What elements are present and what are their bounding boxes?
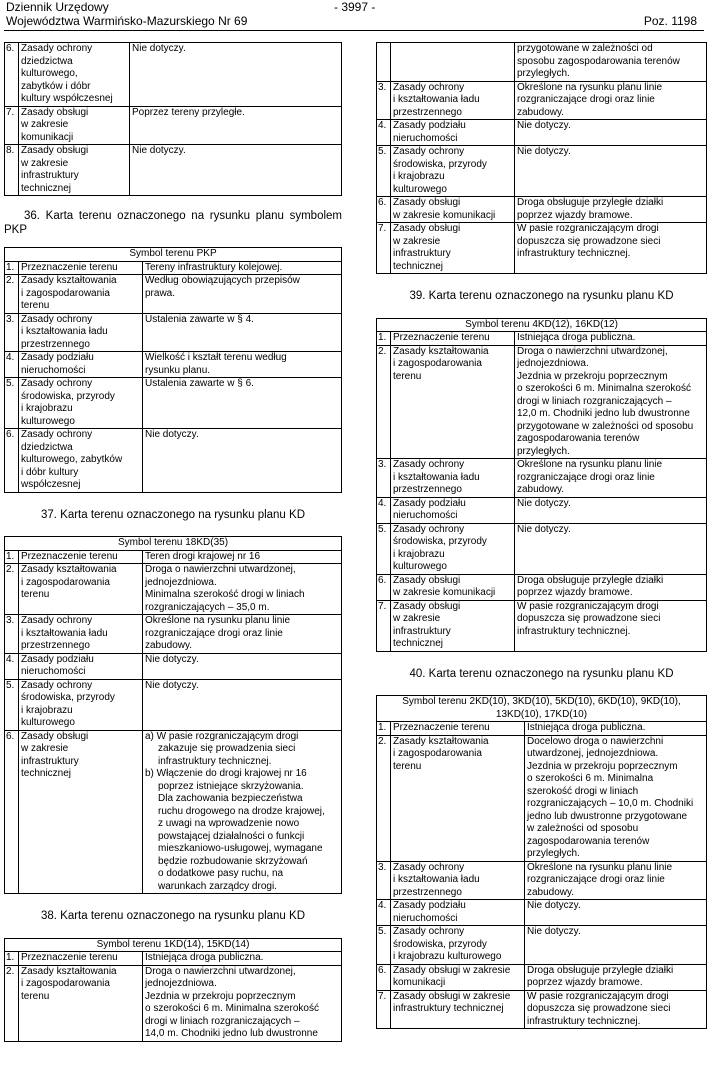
table-row [377,459,707,498]
row-number: 1. [5,952,19,966]
continuation-table [4,42,342,196]
row-label: Zasady ochrony i kształtowania ładu przestrzennego [19,313,143,352]
row-number: 6. [377,574,391,600]
section-39-heading: 39. Karta terenu oznaczonego na rysunku planu KD [409,290,674,302]
row-label: Zasady podziału nieruchomości [391,120,515,146]
row-number: 7. [377,223,391,274]
section-39-table [376,318,707,652]
section-36-heading: 36. Karta terenu oznaczonego na rysunku planu symbolem PKP [4,210,342,236]
table-row [5,378,342,429]
table-row [377,600,707,651]
table-row [377,146,707,197]
row-number: 1. [5,261,19,275]
row-number: 1. [377,722,391,736]
row-number: 5. [377,926,391,965]
position-number: Poz. 1198 [643,14,697,28]
section-38-continuation-table [376,42,707,274]
row-label: Zasady obsługi w zakresie komunikacji [391,197,515,223]
row-value: W pasie rozgraniczającym drogi dopuszcza się prowadzone sieci infrastruktury technicznej. [515,600,707,651]
row-label: Zasady ochrony środowiska, przyrody i krajobrazu kulturowego [391,926,525,965]
row-label: Przeznaczenie terenu [19,550,143,564]
table-row [5,261,342,275]
row-number: 3. [5,615,19,654]
row-label [391,43,515,82]
table-row [377,332,707,346]
row-number: 4. [5,653,19,679]
table-row [5,43,342,107]
row-number: 2. [377,345,391,459]
journal-title: Dziennik Urzędowy [6,0,109,14]
table-row [5,313,342,352]
table-row [5,145,342,196]
row-label: Zasady ochrony i kształtowania ładu przestrzennego [391,459,515,498]
row-value: Nie dotyczy. [143,429,342,493]
table-row [5,615,342,654]
row-value: Nie dotyczy. [143,679,342,730]
table-row [377,990,707,1029]
table-row [5,550,342,564]
row-value: Nie dotyczy. [143,653,342,679]
row-value [143,730,342,894]
table-row [377,81,707,120]
section-40-heading: 40. Karta terenu oznaczonego na rysunku planu KD [409,667,674,680]
section-38-symbol: Symbol terenu 1KD(14), 15KD(14) [5,938,342,952]
row-number: 2. [377,735,391,861]
table-row [5,965,342,1041]
row-label: Zasady ochrony środowiska, przyrody i krajobrazu kulturowego [391,146,515,197]
row-label: Zasady obsługi w zakresie infrastruktury technicznej [391,223,515,274]
table-row [5,429,342,493]
row-label: Zasady obsługi w zakresie infrastruktury technicznej [391,990,525,1029]
row-number: 4. [5,352,19,378]
page-number: - 3997 - [334,0,376,14]
row-label: Zasady obsługi w zakresie infrastruktury technicznej [19,145,130,196]
row-number: 7. [377,990,391,1029]
row-value: Nie dotyczy. [515,523,707,574]
row-value: Określone na rysunku planu linie rozgraniczające drogi oraz linie zabudowy. [515,459,707,498]
row-number: 2. [5,965,19,1041]
table-row [377,926,707,965]
table-row [377,900,707,926]
left-column [4,42,342,1042]
row-number: 5. [5,378,19,429]
row-label: Zasady podziału nieruchomości [391,497,515,523]
row-number: 2. [5,275,19,314]
row-number: 3. [5,313,19,352]
row-number: 7. [5,106,19,145]
row-value: Istniejąca droga publiczna. [525,722,707,736]
row-value: Ustalenia zawarte w § 6. [143,378,342,429]
row-value: Ustalenia zawarte w § 4. [143,313,342,352]
row-value: Droga obsługuje przyległe działki poprzez wjazdy bramowe. [525,964,707,990]
table-row [377,345,707,459]
row-value: Poprzez tereny przyległe. [130,106,342,145]
section-38-table [4,938,342,1042]
row-number: 1. [5,550,19,564]
row-number: 4. [377,120,391,146]
row-value: Droga o nawierzchni utwardzonej, jednojezdniowa. Jezdnia w przekroju poprzecznym o szerokości 6 m. Minimalna szerokość drogi w liniach rozgraniczających – 14,0 m. Chodniki jedno lub dwustronne [143,965,342,1041]
voivodeship-issue: Województwa Warmińsko-Mazurskiego Nr 69 [6,14,248,28]
row-number: 8. [5,145,19,196]
table-row [377,197,707,223]
row-label: Zasady ochrony dziedzictwa kulturowego, zabytków i dóbr kultury współczesnej [19,43,130,107]
table-row [5,653,342,679]
row-value: Droga o nawierzchni utwardzonej, jednojezdniowa. Minimalna szerokość drogi w liniach rozgraniczających – 35,0 m. [143,564,342,615]
section-37-table [4,536,342,894]
row-value: Droga obsługuje przyległe działki poprzez wjazdy bramowe. [515,197,707,223]
table-row [377,223,707,274]
row-label: Zasady obsługi w zakresie infrastruktury technicznej [391,600,515,651]
row-label: Przeznaczenie terenu [391,722,525,736]
row-number: 3. [377,861,391,900]
table-row [377,861,707,900]
row-number: 5. [5,679,19,730]
row-label: Zasady obsługi w zakresie komunikacji [391,574,515,600]
row-label: Zasady kształtowania i zagospodarowania terenu [19,275,143,314]
table-row [5,679,342,730]
section-40-table [376,695,707,1029]
row-label: Zasady kształtowania i zagospodarowania terenu [391,345,515,459]
row-number: 4. [377,497,391,523]
table-row [377,523,707,574]
row-number: 4. [377,900,391,926]
row-number: 6. [5,43,19,107]
item-a: a) W pasie rozgraniczającym drogi zakazuje się prowadzenia sieci infrastruktury technicznej. [145,730,299,767]
table-row [5,275,342,314]
row-value: W pasie rozgraniczającym drogi dopuszcza się prowadzone sieci infrastruktury technicznej. [525,990,707,1029]
row-value: Docelowo droga o nawierzchni utwardzonej, jednojezdniowa. Jezdnia w przekroju poprzecznym o szerokości 6 m. Minimalna szerokość drogi w liniach rozgraniczających – 10,0 m. Chodniki jedno lub dwustronne przygotowane w zależności od sposobu zagospodarowania terenów przyległych. [525,735,707,861]
table-row [377,497,707,523]
row-value: Określone na rysunku planu linie rozgraniczające drogi oraz linie zabudowy. [525,861,707,900]
row-value: Droga obsługuje przyległe działki poprzez wjazdy bramowe. [515,574,707,600]
row-value: Istniejąca droga publiczna. [143,952,342,966]
row-label: Zasady kształtowania i zagospodarowania terenu [19,564,143,615]
row-label: Zasady podziału nieruchomości [19,352,143,378]
row-value: Nie dotyczy. [525,926,707,965]
row-number: 5. [377,146,391,197]
table-row [377,964,707,990]
table-row [377,120,707,146]
table-row [377,43,707,82]
row-number: 6. [5,429,19,493]
row-number: 2. [5,564,19,615]
section-36-symbol: Symbol terenu PKP [5,248,342,262]
table-row [377,735,707,861]
row-label: Przeznaczenie terenu [391,332,515,346]
table-row [377,574,707,600]
row-number: 1. [377,332,391,346]
row-value: przygotowane w zależności od sposobu zagospodarowania terenów przyległych. [515,43,707,82]
row-number: 7. [377,600,391,651]
row-label: Zasady ochrony i kształtowania ładu przestrzennego [19,615,143,654]
row-label: Przeznaczenie terenu [19,261,143,275]
section-36-table [4,247,342,493]
row-label: Zasady obsługi w zakresie infrastruktury technicznej [19,730,143,894]
row-label: Zasady kształtowania i zagospodarowania terenu [19,965,143,1041]
row-number: 6. [5,730,19,894]
row-label: Zasady podziału nieruchomości [391,900,525,926]
row-value: Istniejąca droga publiczna. [515,332,707,346]
row-value: W pasie rozgraniczającym drogi dopuszcza się prowadzone sieci infrastruktury technicznej. [515,223,707,274]
row-number: 5. [377,523,391,574]
section-39-symbol: Symbol terenu 4KD(12), 16KD(12) [377,318,707,332]
row-value: Wielkość i kształt terenu według rysunku planu. [143,352,342,378]
row-number [377,43,391,82]
row-value: Określone na rysunku planu linie rozgraniczające drogi oraz linie zabudowy. [143,615,342,654]
table-row [5,730,342,894]
row-label: Zasady ochrony środowiska, przyrody i krajobrazu kulturowego [391,523,515,574]
row-label: Przeznaczenie terenu [19,952,143,966]
row-value: Droga o nawierzchni utwardzonej, jednojezdniowa. Jezdnia w przekroju poprzecznym o szerokości 6 m. Minimalna szerokość drogi w liniach rozgraniczających – 12,0 m. Chodniki jedno lub dwustronne przygotowane w zależności od sposobu zagospodarowania terenów przyległych. [515,345,707,459]
section-37-heading: 37. Karta terenu oznaczonego na rysunku planu KD [40,508,306,521]
row-label: Zasady obsługi w zakresie komunikacji [19,106,130,145]
row-value: Nie dotyczy. [515,120,707,146]
row-value: Tereny infrastruktury kolejowej. [143,261,342,275]
right-column [376,42,707,1029]
row-value: Teren drogi krajowej nr 16 [143,550,342,564]
row-label: Zasady ochrony dziedzictwa kulturowego, zabytków i dóbr kultury współczesnej [19,429,143,493]
section-37-symbol: Symbol terenu 18KD(35) [5,537,342,551]
row-label: Zasady obsługi w zakresie komunikacji [391,964,525,990]
row-value: Nie dotyczy. [130,43,342,107]
row-number: 3. [377,81,391,120]
row-number: 6. [377,964,391,990]
row-value: Nie dotyczy. [515,497,707,523]
table-row [377,722,707,736]
table-row [5,352,342,378]
section-38-heading: 38. Karta terenu oznaczonego na rysunku planu KD [40,910,306,922]
item-b: b) Włączenie do drogi krajowej nr 16 poprzez istniejące skrzyżowania. Dla zachowania bezpieczeństwa ruchu drogowego na drodze krajowej, z uwagi na wprowadzenie nowo powstającej działalności o funkcji mieszkaniowo-usługowej, wymagane będzie rozbudowanie skrzyżowań o dodatkowe pasy ruchu, na warunkach zarządcy drogi. [145,768,325,892]
row-label: Zasady ochrony i kształtowania ładu przestrzennego [391,81,515,120]
row-number: 3. [377,459,391,498]
row-value: Określone na rysunku planu linie rozgraniczające drogi oraz linie zabudowy. [515,81,707,120]
row-number: 6. [377,197,391,223]
row-label: Zasady kształtowania i zagospodarowania terenu [391,735,525,861]
row-value: Nie dotyczy. [515,146,707,197]
row-label: Zasady ochrony środowiska, przyrody i krajobrazu kulturowego [19,378,143,429]
row-label: Zasady podziału nieruchomości [19,653,143,679]
header-rule [4,30,704,31]
section-40-symbol: Symbol terenu 2KD(10), 3KD(10), 5KD(10), 6KD(10), 9KD(10), 13KD(10), 17KD(10) [377,696,707,722]
row-label: Zasady ochrony i kształtowania ładu przestrzennego [391,861,525,900]
row-value: Nie dotyczy. [130,145,342,196]
row-value: Według obowiązujących przepisów prawa. [143,275,342,314]
row-value: Nie dotyczy. [525,900,707,926]
table-row [5,952,342,966]
table-row [5,106,342,145]
row-label: Zasady ochrony środowiska, przyrody i krajobrazu kulturowego [19,679,143,730]
table-row [5,564,342,615]
